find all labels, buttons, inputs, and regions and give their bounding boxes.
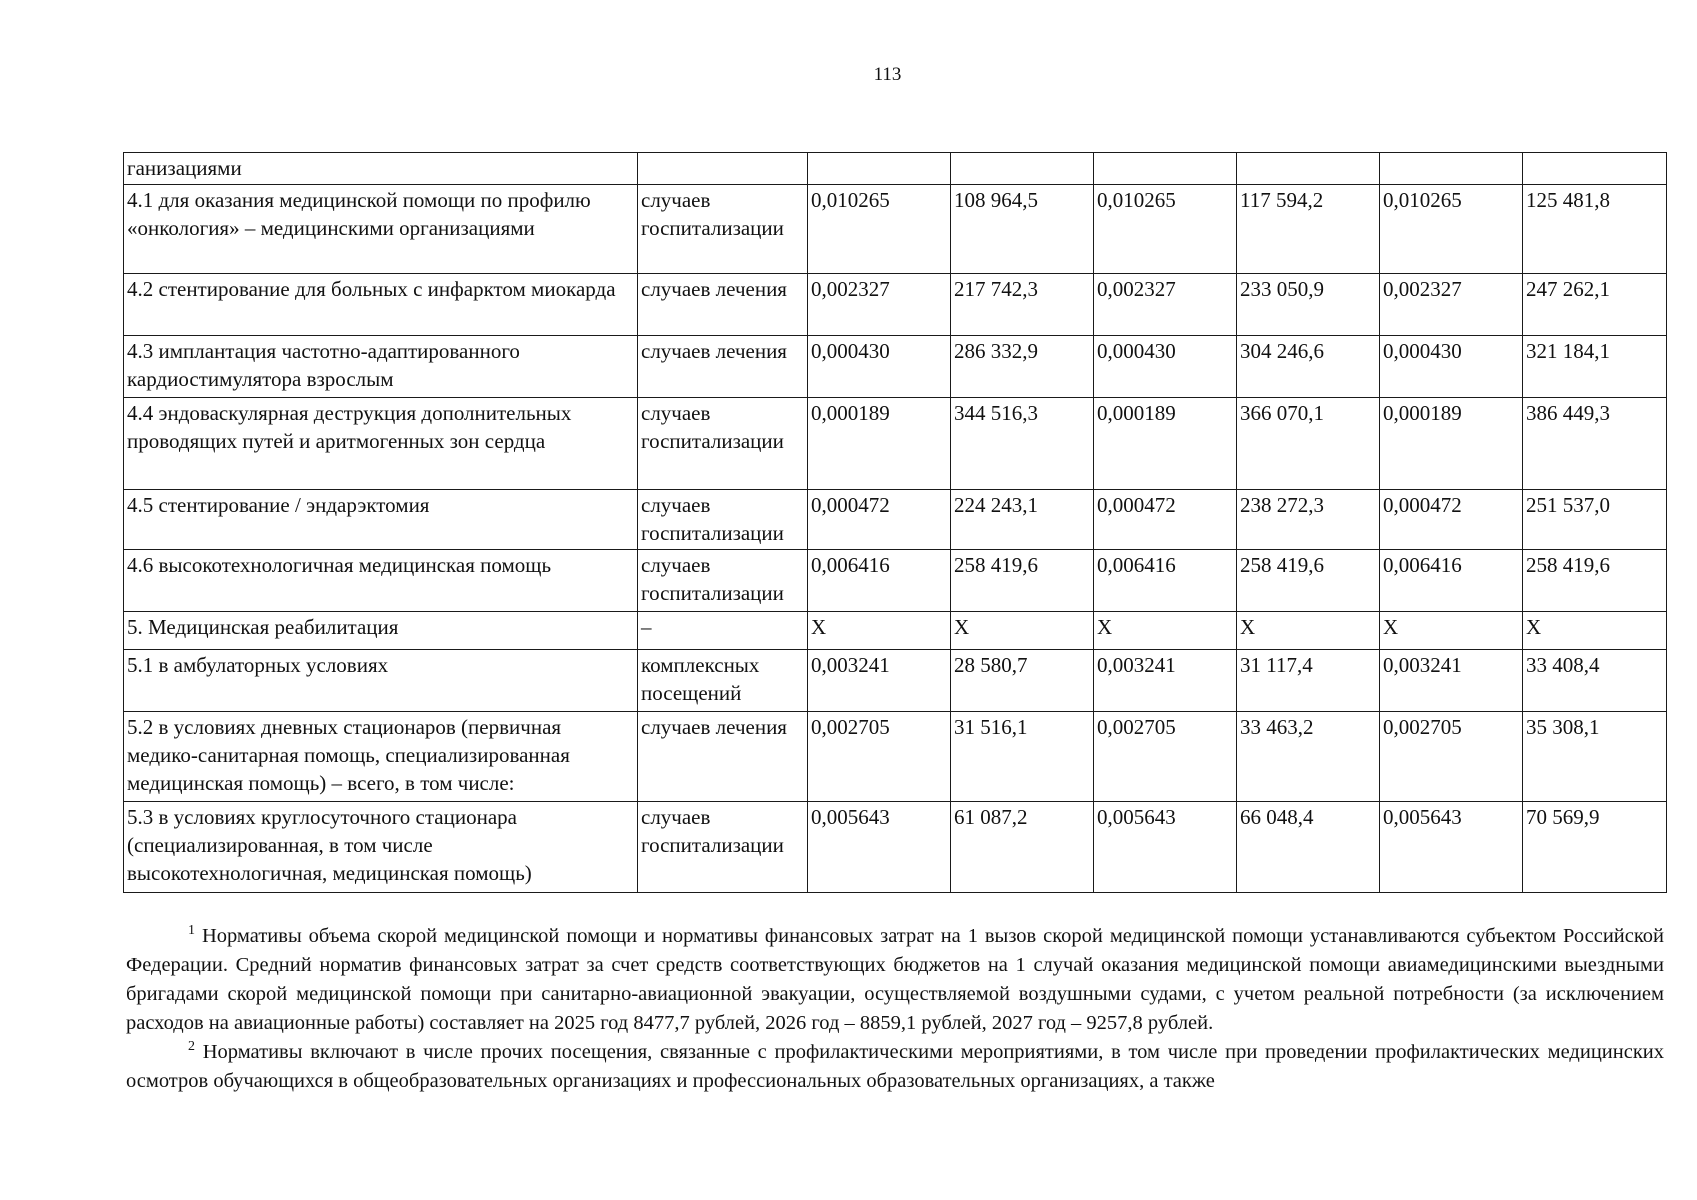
value-cell: 258 419,6 (951, 550, 1094, 612)
value-cell: 386 449,3 (1523, 398, 1667, 490)
row-unit-cell: комплексных посещений (638, 650, 808, 712)
value-cell: 0,000472 (808, 490, 951, 550)
table-row (124, 336, 1667, 398)
value-cell: 66 048,4 (1237, 802, 1380, 893)
value-cell (1380, 153, 1523, 185)
footnote-text: Нормативы включают в числе прочих посещения, связанные с профилактическими мероприятиями, в том числе при проведении профилактических медицинских осмотров обучающихся в общеобразовательных организациях и профессиональных образовательных организациях, а также (126, 1041, 1665, 1092)
value-cell: X (1237, 612, 1380, 650)
value-cell: X (1380, 612, 1523, 650)
table-row (124, 712, 1667, 802)
footnote (126, 922, 1664, 1038)
value-cell: 0,000430 (1380, 336, 1523, 398)
value-cell (951, 153, 1094, 185)
page-number: 113 (873, 64, 902, 85)
value-cell: 0,002705 (1380, 712, 1523, 802)
value-cell: 238 272,3 (1237, 490, 1380, 550)
value-cell: 61 087,2 (951, 802, 1094, 893)
table-row (124, 550, 1667, 612)
value-cell: X (1523, 612, 1667, 650)
value-cell: 125 481,8 (1523, 185, 1667, 274)
value-cell: 31 516,1 (951, 712, 1094, 802)
value-cell (1523, 153, 1667, 185)
footnotes (126, 922, 1664, 1096)
value-cell: 0,002327 (1380, 274, 1523, 336)
value-cell (1094, 153, 1237, 185)
value-cell: 0,000472 (1094, 490, 1237, 550)
value-cell: 0,000189 (1380, 398, 1523, 490)
value-cell: 344 516,3 (951, 398, 1094, 490)
row-name-cell: ганизациями (124, 153, 638, 185)
value-cell: 0,005643 (808, 802, 951, 893)
value-cell: X (1094, 612, 1237, 650)
value-cell: 286 332,9 (951, 336, 1094, 398)
row-unit-cell: – (638, 612, 808, 650)
table-row (124, 490, 1667, 550)
row-unit-cell (638, 153, 808, 185)
value-cell: 233 050,9 (1237, 274, 1380, 336)
value-cell: 366 070,1 (1237, 398, 1380, 490)
value-cell: 117 594,2 (1237, 185, 1380, 274)
norms-table (123, 152, 1667, 893)
value-cell: 0,002705 (808, 712, 951, 802)
row-unit-cell: случаев лечения (638, 336, 808, 398)
value-cell: 0,006416 (808, 550, 951, 612)
row-name-cell: 5. Медицинская реабилитация (124, 612, 638, 650)
value-cell: 0,005643 (1094, 802, 1237, 893)
value-cell: 28 580,7 (951, 650, 1094, 712)
row-unit-cell: случаев госпитализации (638, 490, 808, 550)
row-name-cell: 4.2 стентирование для больных с инфарктом миокарда (124, 274, 638, 336)
row-unit-cell: случаев госпитализации (638, 802, 808, 893)
value-cell: 0,010265 (1380, 185, 1523, 274)
row-unit-cell: случаев госпитализации (638, 185, 808, 274)
value-cell: 70 569,9 (1523, 802, 1667, 893)
row-unit-cell: случаев лечения (638, 712, 808, 802)
value-cell: 258 419,6 (1237, 550, 1380, 612)
table-row (124, 398, 1667, 490)
row-name-cell: 4.5 стентирование / эндарэктомия (124, 490, 638, 550)
row-unit-cell: случаев лечения (638, 274, 808, 336)
row-unit-cell: случаев госпитализации (638, 398, 808, 490)
value-cell: 304 246,6 (1237, 336, 1380, 398)
value-cell: 0,005643 (1380, 802, 1523, 893)
value-cell: 0,000189 (1094, 398, 1237, 490)
value-cell: 0,006416 (1094, 550, 1237, 612)
row-unit-cell: случаев госпитализации (638, 550, 808, 612)
table-row (124, 802, 1667, 893)
value-cell: 0,010265 (1094, 185, 1237, 274)
value-cell: 0,003241 (1094, 650, 1237, 712)
value-cell: 0,010265 (808, 185, 951, 274)
value-cell: 217 742,3 (951, 274, 1094, 336)
row-name-cell: 4.3 имплантация частотно-адаптированного кардиостимулятора взрослым (124, 336, 638, 398)
table-row (124, 185, 1667, 274)
value-cell: 35 308,1 (1523, 712, 1667, 802)
row-name-cell: 4.6 высокотехнологичная медицинская помощь (124, 550, 638, 612)
table-row (124, 274, 1667, 336)
value-cell (808, 153, 951, 185)
row-name-cell: 4.1 для оказания медицинской помощи по профилю «онкология» – медицинскими организациями (124, 185, 638, 274)
value-cell: 0,003241 (808, 650, 951, 712)
table-row (124, 650, 1667, 712)
value-cell: 0,002327 (808, 274, 951, 336)
value-cell: 0,000189 (808, 398, 951, 490)
value-cell: 258 419,6 (1523, 550, 1667, 612)
value-cell: 321 184,1 (1523, 336, 1667, 398)
footnote-text: Нормативы объема скорой медицинской помощи и нормативы финансовых затрат на 1 вызов скорой медицинской помощи устанавливаются субъектом Российской Федерации. Средний норматив финансовых затрат за счет средств соответствующих бюджетов на 1 случай оказания медицинской помощи авиамедицинскими выездными бригадами скорой медицинской помощи при санитарно-авиационной эвакуации, осуществляемой воздушными судами, с учетом реальной потребности (за исключением расходов на авиационные работы) составляет на 2025 год 8477,7 рублей, 2026 год – 8859,1 рублей, 2027 год – 9257,8 рублей. (126, 925, 1665, 1034)
value-cell: 0,000430 (808, 336, 951, 398)
value-cell: 31 117,4 (1237, 650, 1380, 712)
row-name-cell: 4.4 эндоваскулярная деструкция дополнительных проводящих путей и аритмогенных зон сердца (124, 398, 638, 490)
value-cell: 0,002327 (1094, 274, 1237, 336)
value-cell: 0,000472 (1380, 490, 1523, 550)
value-cell: 224 243,1 (951, 490, 1094, 550)
value-cell: 0,003241 (1380, 650, 1523, 712)
value-cell: X (808, 612, 951, 650)
row-name-cell: 5.1 в амбулаторных условиях (124, 650, 638, 712)
footnote-mark: 1 (188, 923, 195, 938)
footnote-mark: 2 (188, 1039, 195, 1054)
row-name-cell: 5.2 в условиях дневных стационаров (первичная медико-санитарная помощь, специализированная медицинская помощь) – всего, в том числе: (124, 712, 638, 802)
value-cell: 33 463,2 (1237, 712, 1380, 802)
value-cell: 108 964,5 (951, 185, 1094, 274)
value-cell: 251 537,0 (1523, 490, 1667, 550)
table-row (124, 153, 1667, 185)
table-row (124, 612, 1667, 650)
value-cell: 33 408,4 (1523, 650, 1667, 712)
value-cell: 0,006416 (1380, 550, 1523, 612)
row-name-cell: 5.3 в условиях круглосуточного стационара (специализированная, в том числе высокотехнологичная, медицинская помощь) (124, 802, 638, 893)
value-cell: 247 262,1 (1523, 274, 1667, 336)
value-cell: 0,002705 (1094, 712, 1237, 802)
value-cell: X (951, 612, 1094, 650)
footnote (126, 1038, 1664, 1096)
value-cell: 0,000430 (1094, 336, 1237, 398)
value-cell (1237, 153, 1380, 185)
